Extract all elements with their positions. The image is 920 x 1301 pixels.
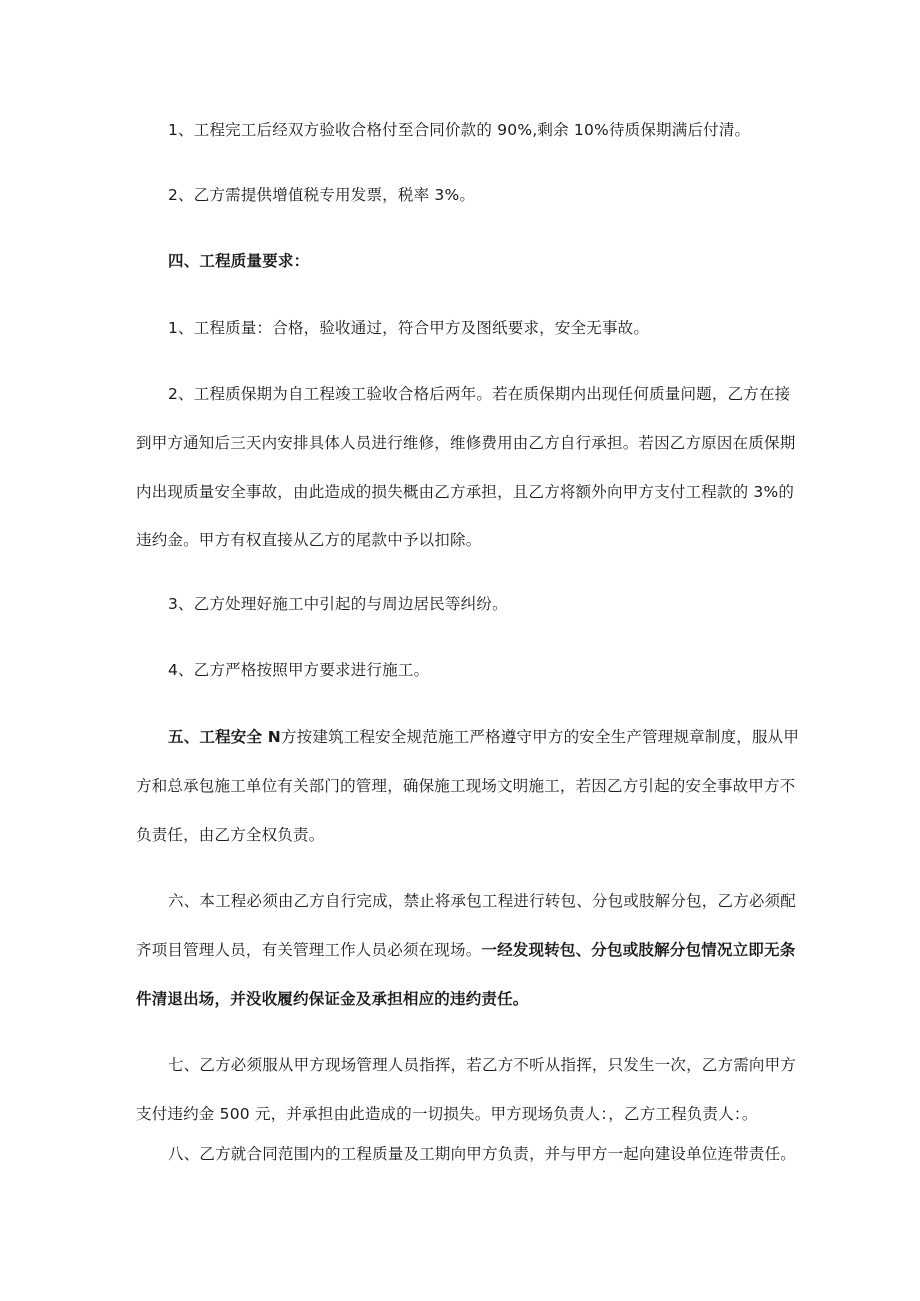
command-clause-line-1: 七、乙方必须服从甲方现场管理人员指挥，若乙方不听从指挥，只发生一次，乙方需向甲方	[168, 1056, 797, 1074]
quality-clause-2-line-3: 内出现质量安全事故，由此造成的损失概由乙方承担，且乙方将额外向甲方支付工程款的 3%的	[136, 483, 795, 501]
liability-clause: 八、乙方就合同范围内的工程质量及工期向甲方负责，并与甲方一起向建设单位连带责任。	[168, 1145, 797, 1163]
safety-section-text: 方按建筑工程安全规范施工严格遵守甲方的安全生产管理规章制度，服从甲	[280, 728, 800, 746]
quality-clause-3: 3、乙方处理好施工中引起的与周边居民等纠纷。	[168, 595, 508, 613]
subcontract-clause-line-3: 件清退出场，并没收履约保证金及承担相应的违约责任。	[136, 990, 529, 1008]
safety-section-line-3: 负责任，由乙方全权负责。	[136, 826, 325, 844]
command-clause-line-2: 支付违约金 500 元，并承担由此造成的一切损失。甲方现场负责人：，乙方工程负责人：。	[136, 1105, 758, 1123]
quality-clause-2-line-4: 违约金。甲方有权直接从乙方的尾款中予以扣除。	[136, 531, 482, 549]
payment-clause-1: 1、工程完工后经双方验收合格付至合同价款的 90%,剩余 10%待质保期满后付清。	[168, 121, 751, 139]
quality-clause-1: 1、工程质量：合格，验收通过，符合甲方及图纸要求，安全无事故。	[168, 319, 650, 337]
payment-clause-2: 2、乙方需提供增值税专用发票，税率 3%。	[168, 186, 476, 204]
safety-section-line-2: 方和总承包施工单位有关部门的管理，确保施工现场文明施工，若因乙方引起的安全事故甲方不	[136, 777, 796, 795]
quality-clause-2-line-1: 2、工程质保期为自工程竣工验收合格后两年。若在质保期内出现任何质量问题，乙方在接	[168, 385, 791, 403]
quality-clause-2-line-2: 到甲方通知后三天内安排具体人员进行维修，维修费用由乙方自行承担。若因乙方原因在质保期	[136, 434, 796, 452]
section-heading-quality: 四、工程质量要求：	[168, 252, 310, 270]
quality-clause-4: 4、乙方严格按照甲方要求进行施工。	[168, 661, 430, 679]
subcontract-clause-line-1: 六、本工程必须由乙方自行完成，禁止将承包工程进行转包、分包或肢解分包，乙方必须配	[168, 892, 797, 910]
safety-section-heading: 五、工程安全 N	[168, 728, 281, 746]
safety-section-line-1	[168, 726, 828, 748]
subcontract-penalty-bold: 一经发现转包、分包或肢解分包情况立即无条	[481, 941, 796, 959]
subcontract-clause-line-2	[136, 939, 796, 961]
subcontract-clause-text: 齐项目管理人员，有关管理工作人员必须在现场。	[136, 941, 482, 959]
